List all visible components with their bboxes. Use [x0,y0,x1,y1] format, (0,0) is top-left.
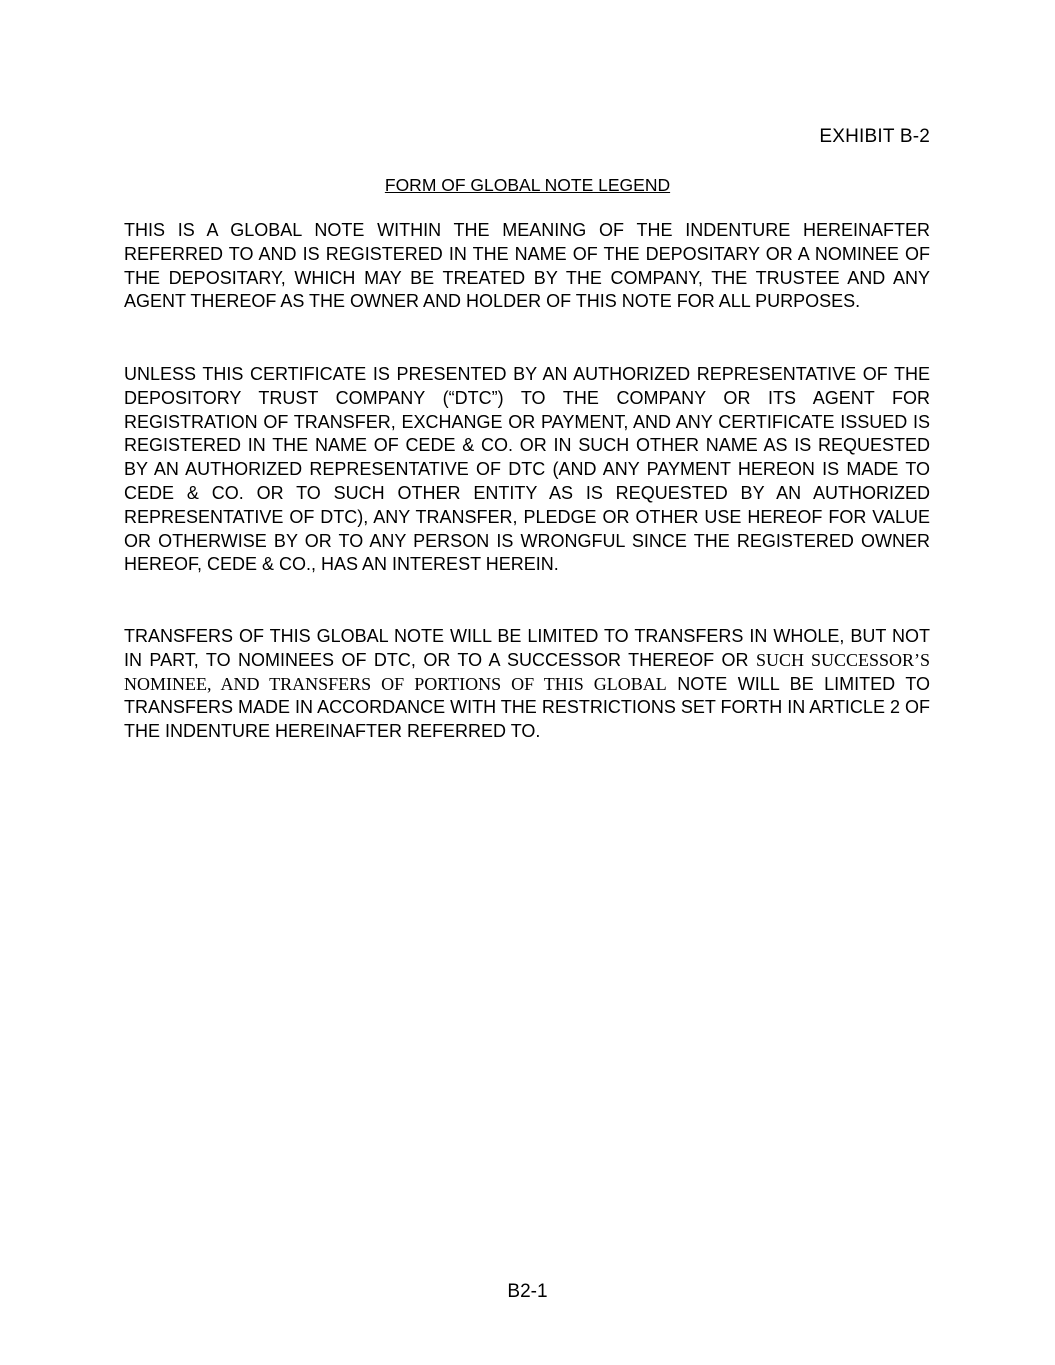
legend-paragraph-3-part-1: TRANSFERS OF THIS GLOBAL NOTE WILL BE LIMITED TO TRANSFERS IN WHOLE, BUT NOT IN PART, TO NOMINEES OF DTC, OR TO A SUCCESSOR THEREOF OR [124,626,930,670]
legend-paragraph-1: THIS IS A GLOBAL NOTE WITHIN THE MEANING OF THE INDENTURE HEREINAFTER REFERRED TO AND IS REGISTERED IN THE NAME OF THE DEPOSITARY OR A NOMINEE OF THE DEPOSITARY, WHICH MAY BE TREATED BY THE COMPANY, THE TRUSTEE AND ANY AGENT THEREOF AS THE OWNER AND HOLDER OF THIS NOTE FOR ALL PURPOSES. [124,220,930,312]
legend-paragraph-3-part-3: NOTE WILL BE LIMITED TO TRANSFERS MADE IN ACCORDANCE WITH THE RESTRICTIONS SET FORTH IN ARTICLE 2 OF THE INDENTURE HEREINAFTER REFERRED TO. [124,673,930,742]
legend-paragraph-3-part-2: SUCH SUCCESSOR’S NOMINEE, AND TRANSFERS OF PORTIONS OF THIS GLOBAL [124,649,930,694]
legend-paragraph-3 [124,625,930,744]
exhibit-label: EXHIBIT B-2 [819,126,930,147]
page-number: B2-1 [507,1281,548,1302]
legend-paragraph-2: UNLESS THIS CERTIFICATE IS PRESENTED BY AN AUTHORIZED REPRESENTATIVE OF THE DEPOSITORY TRUST COMPANY (“DTC”) TO THE COMPANY OR ITS AGENT FOR REGISTRATION OF TRANSFER, EXCHANGE OR PAYMENT, AND ANY CERTIFICATE ISSUED IS REGISTERED IN THE NAME OF CEDE & CO. OR IN SUCH OTHER NAME AS IS REQUESTED BY AN AUTHORIZED REPRESENTATIVE OF DTC (AND ANY PAYMENT HEREON IS MADE TO CEDE & CO. OR TO SUCH OTHER ENTITY AS IS REQUESTED BY AN AUTHORIZED REPRESENTATIVE OF DTC), ANY TRANSFER, PLEDGE OR OTHER USE HEREOF FOR VALUE OR OTHERWISE BY OR TO ANY PERSON IS WRONGFUL SINCE THE REGISTERED OWNER HEREOF, CEDE & CO., HAS AN INTEREST HEREIN. [124,364,930,575]
legend-title: FORM OF GLOBAL NOTE LEGEND [384,175,671,195]
